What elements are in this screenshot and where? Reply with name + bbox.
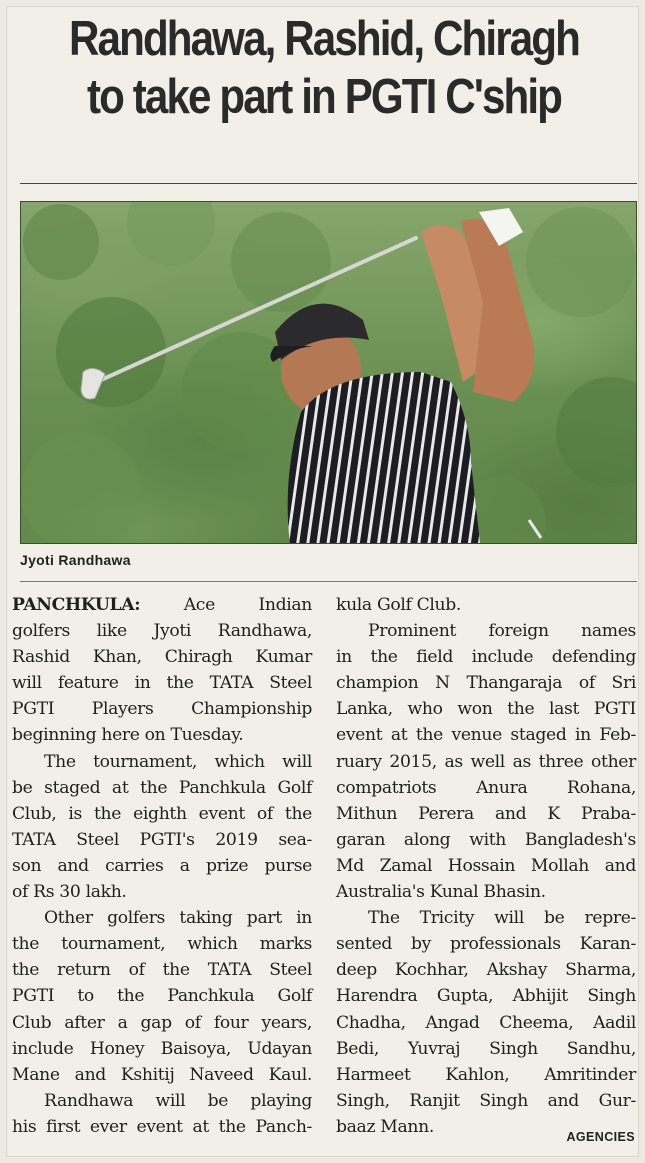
paragraph-line: ruary 2015, as well as three other <box>336 751 636 772</box>
paragraph-line: Rashid Khan, Chiragh Kumar <box>12 647 312 668</box>
article-column-left <box>12 592 312 1140</box>
golfer-illustration-icon <box>21 202 637 544</box>
paragraph-line: the tournament, which marks <box>12 934 312 955</box>
paragraph-line: Chadha, Angad Cheema, Aadil <box>336 1012 636 1033</box>
paragraph-line: garan along with Bangladesh's <box>336 829 636 850</box>
paragraph-line: deep Kochhar, Akshay Sharma, <box>336 960 636 981</box>
paragraph-line: be staged at the Panchkula Golf <box>12 777 312 798</box>
paragraph-line: Australia's Kunal Bhasin. <box>336 882 546 903</box>
paragraph-line: event at the venue staged in Feb- <box>336 725 636 746</box>
headline-line-1: Randhawa, Rashid, Chiragh <box>69 12 579 66</box>
paragraph-line: Harendra Gupta, Abhijit Singh <box>336 986 636 1007</box>
paragraph-line: PGTI to the Panchkula Golf <box>12 986 312 1007</box>
paragraph-line: golfers like Jyoti Randhawa, <box>12 621 312 642</box>
paragraph-line: son and carries a prize purse <box>12 855 312 876</box>
paragraph-line: Club after a gap of four years, <box>12 1012 312 1033</box>
headline-line-2: to take part in PGTI C'ship <box>86 70 562 124</box>
paragraph-line: baaz Mann. <box>336 1116 434 1137</box>
golfer-photo <box>20 201 637 544</box>
paragraph-line: Lanka, who won the last PGTI <box>336 699 636 720</box>
paragraph-line: Randhawa will be playing <box>44 1090 312 1111</box>
credit-line: AGENCIES <box>566 1130 635 1144</box>
paragraph-line: Harmeet Kahlon, Amritinder <box>336 1064 636 1085</box>
paragraph-line: Md Zamal Hossain Mollah and <box>336 855 636 876</box>
paragraph-line: Singh, Ranjit Singh and Gur- <box>336 1090 636 1111</box>
paragraph-line: the return of the TATA Steel <box>12 960 312 981</box>
paragraph-line: Bedi, Yuvraj Singh Sandhu, <box>336 1038 636 1059</box>
paragraph-line: sented by professionals Karan- <box>336 934 636 955</box>
paragraph-line: beginning here on Tuesday. <box>12 725 244 746</box>
paragraph-line: kula Golf Club. <box>336 595 462 615</box>
paragraph-line: include Honey Baisoya, Udayan <box>12 1038 312 1059</box>
dateline: PANCHKULA: <box>12 595 141 615</box>
headline-rule <box>20 183 637 184</box>
paragraph-line: in the field include defending <box>336 647 636 668</box>
article-column-right <box>336 592 636 1140</box>
paragraph-line: The Tricity will be repre- <box>368 908 636 929</box>
paragraph-line: compatriots Anura Rohana, <box>336 777 636 798</box>
headline <box>57 10 590 126</box>
paragraph-line: Other golfers taking part in <box>44 908 312 929</box>
paragraph-line: his first ever event at the Panch- <box>12 1116 312 1137</box>
paragraph-line: The tournament, which will <box>44 751 312 772</box>
paragraph-line: Club, is the eighth event of the <box>12 803 312 824</box>
paragraph-line: will feature in the TATA Steel <box>12 673 312 694</box>
paragraph-line: champion N Thangaraja of Sri <box>336 673 636 694</box>
photo-caption: Jyoti Randhawa <box>20 552 131 568</box>
paragraph-line: TATA Steel PGTI's 2019 sea- <box>12 829 312 850</box>
paragraph-line: Mithun Perera and K Praba- <box>336 803 636 824</box>
paragraph-line: PGTI Players Championship <box>12 699 312 720</box>
paragraph-line: Mane and Kshitij Naveed Kaul. <box>12 1064 312 1085</box>
paragraph-line: of Rs 30 lakh. <box>12 882 127 903</box>
paragraph-line: PANCHKULA: Ace Indian <box>12 595 312 615</box>
paragraph-line: Prominent foreign names <box>368 621 636 642</box>
caption-rule <box>20 581 637 582</box>
